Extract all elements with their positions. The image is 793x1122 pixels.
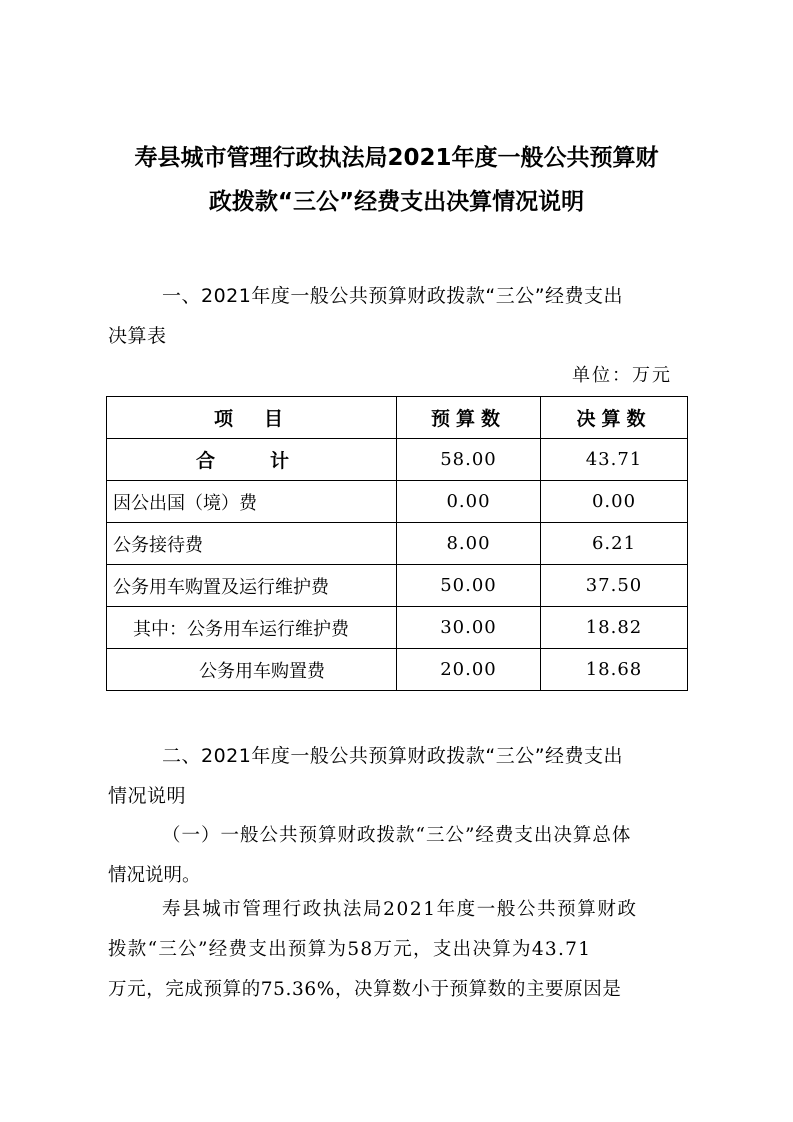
row-final-value: 6.21 — [540, 523, 687, 565]
section2-heading-line2: 情况说明 — [108, 785, 187, 807]
column-header-item: 项 目 — [107, 397, 397, 439]
row-final-value: 43.71 — [540, 439, 687, 481]
expense-table — [106, 396, 688, 691]
row-budget-value: 0.00 — [396, 481, 540, 523]
section1-heading-line1: 一、2021年度一般公共预算财政拨款“三公”经费支出 — [162, 285, 624, 307]
column-header-budget: 预算数 — [396, 397, 540, 439]
table-row — [107, 607, 688, 649]
row-label: 公务接待费 — [107, 523, 397, 565]
row-label: 因公出国（境）费 — [107, 481, 397, 523]
row-budget-value: 30.00 — [396, 607, 540, 649]
section2-heading-line1: 二、2021年度一般公共预算财政拨款“三公”经费支出 — [162, 745, 624, 767]
unit-label: 单位：万元 — [572, 365, 672, 386]
row-budget-value: 8.00 — [396, 523, 540, 565]
row-budget-value: 50.00 — [396, 565, 540, 607]
row-final-value: 0.00 — [540, 481, 687, 523]
row-label: 公务用车购置及运行维护费 — [107, 565, 397, 607]
row-final-value: 37.50 — [540, 565, 687, 607]
row-final-value: 18.82 — [540, 607, 687, 649]
table-header-row — [107, 397, 688, 439]
row-label: 其中：公务用车运行维护费 — [107, 607, 397, 649]
table-row — [107, 565, 688, 607]
document-title-line2: 政拨款“三公”经费支出决算情况说明 — [208, 189, 585, 215]
subsection1-heading-line2: 情况说明。 — [108, 865, 201, 886]
table-row — [107, 649, 688, 691]
document-title-line1: 寿县城市管理行政执法局2021年度一般公共预算财 — [134, 145, 659, 171]
table-row — [107, 523, 688, 565]
row-label: 公务用车购置费 — [107, 649, 397, 691]
row-label: 合 计 — [107, 439, 397, 481]
subsection1-heading-line1: （一）一般公共预算财政拨款“三公”经费支出决算总体 — [162, 825, 632, 846]
body-paragraph-line2: 拨款“三公”经费支出预算为58万元，支出决算为43.71 — [108, 939, 592, 960]
row-budget-value: 20.00 — [396, 649, 540, 691]
row-budget-value: 58.00 — [396, 439, 540, 481]
table-row — [107, 481, 688, 523]
table-row-total — [107, 439, 688, 481]
row-final-value: 18.68 — [540, 649, 687, 691]
section1-heading-line2: 决算表 — [108, 325, 167, 347]
body-paragraph-line1: 寿县城市管理行政执法局2021年度一般公共预算财政 — [162, 899, 638, 920]
column-header-final: 决算数 — [540, 397, 687, 439]
body-paragraph-line3: 万元，完成预算的75.36%，决算数小于预算数的主要原因是 — [108, 979, 622, 1000]
